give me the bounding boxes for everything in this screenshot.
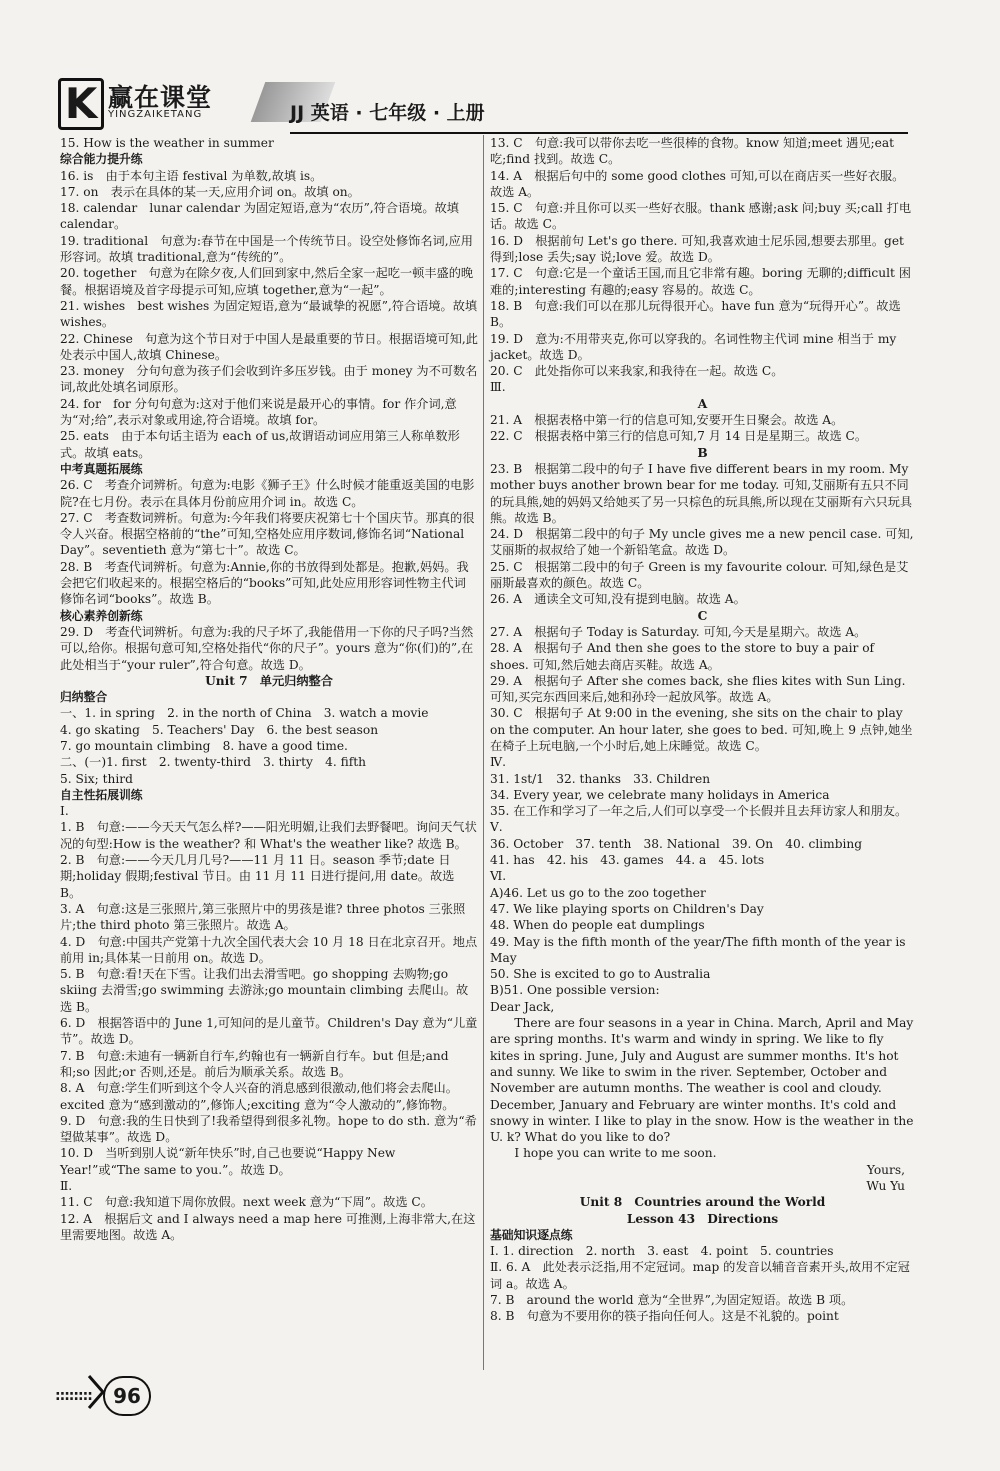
- answer-line: 4. D 句意:中国共产党第十九次全国代表大会 10 月 18 日在北京召开。地点前用 in;具体某一日前用 on。故选 D。: [60, 934, 478, 965]
- brand-name: 赢在课堂: [108, 83, 213, 112]
- answer-line: 41. has 42. his 43. games 44. a 45. lots: [490, 853, 765, 868]
- answer-line: 25. C 根据第二段中的句子 Green is my favourite colour. 可知,绿色是艾丽斯最喜欢的颜色。故选 C。: [490, 559, 909, 591]
- subsection-heading: A: [697, 396, 708, 411]
- section-heading: 核心素养创新练: [60, 608, 143, 623]
- answer-line: 14. A 根据后句中的 some good clothes 可知,可以在商店买一些好衣服。故选 A。: [490, 168, 905, 199]
- section-heading: 自主性拓展训练: [60, 787, 143, 802]
- answer-line: 22. Chinese 句意为这个节日对于中国人是最重要的节日。根据语境可知,此处表示中国人,故填 Chinese。: [60, 331, 478, 362]
- answer-line: 16. is 由于本句主语 festival 为单数,故填 is。: [60, 168, 323, 183]
- answer-line: 13. C 句意:我可以带你去吃一些很棒的食物。know 知道;meet 遇见;eat 吃;find 找到。故选 C。: [490, 136, 895, 167]
- answer-line: 24. for for 分句句意为:这对于他们来说是最开心的事情。for 作介词,意为“对;给”,表示对象或用途,符合语境。故填 for。: [60, 396, 457, 428]
- answer-line: 21. A 根据表格中第一行的信息可知,安要开生日聚会。故选 A。: [490, 413, 844, 428]
- answer-line: 48. When do people eat dumplings: [490, 918, 705, 933]
- answer-line: 31. 1st/1 32. thanks 33. Children: [490, 771, 711, 786]
- answer-line: Ⅳ.: [490, 755, 507, 770]
- answer-line: Ⅱ.: [60, 1179, 73, 1193]
- answer-line: 26. A 通读全文可知,没有提到电脑。故选 A。: [490, 592, 746, 607]
- answer-line: 36. October 37. tenth 38. National 39. On 40. climbing: [490, 836, 863, 851]
- answer-line: 26. C 考查介词辨析。句意为:电影《狮子王》什么时候才能重返美国的电影院?在七月份。表示在具体月份前应用介词 in。故选 C。: [60, 478, 475, 509]
- unit-heading: Unit 8 Countries around the World: [579, 1195, 826, 1210]
- answer-line: 27. A 根据句子 Today is Saturday. 可知,今天是星期六。故选 A。: [490, 624, 867, 639]
- letter-signature: Yours,: [866, 1162, 905, 1177]
- subsection-heading: Unit 7 单元归纳整合: [205, 673, 333, 688]
- answer-line: A)46. Let us go to the zoo together: [490, 885, 706, 900]
- answer-line: 18. B 句意:我们可以在那儿玩得很开心。have fun 意为“玩得开心”。故选 B。: [490, 298, 901, 330]
- subsection-heading: B: [697, 445, 708, 460]
- unit-heading: Lesson 43 Directions: [626, 1211, 779, 1226]
- letter-paragraph: There are four seasons in a year in China. March, April and May are spring months. It's warm and windy in spring. We like to fly kites in spring. June, July and August are summer months. It's hot and sunny. We like to swim in the river. September, October and November are autumn months. The weather is cool and cloudy. December, January and February are winter months. It's cold and snowy in winter. I like to play in the snow. How is the weather in the U. k? What do you like to do?: [490, 1016, 914, 1145]
- answer-line: 8. B 句意为不要用你的筷子指向任何人。这是不礼貌的。point: [490, 1309, 839, 1324]
- answer-line: 47. We like playing sports on Children's Day: [490, 901, 764, 916]
- answer-line: Ⅱ. 6. A 此处表示泛指,用不定冠词。map 的发音以辅音音素开头,故用不定冠词 a。故选 A。: [490, 1260, 910, 1291]
- page-number: 96: [103, 1376, 151, 1416]
- answer-line: 一、1. in spring 2. in the north of China 3. watch a movie: [60, 706, 429, 721]
- answer-line: 17. on 表示在具体的某一天,应用介词 on。故填 on。: [60, 184, 360, 199]
- letter-signature: Wu Yu: [866, 1179, 905, 1193]
- answer-line: 18. calendar lunar calendar 为固定短语,意为“农历”,符合语境。故填 calendar。: [60, 201, 459, 232]
- answer-line: 21. wishes best wishes 为固定短语,意为“最诚挚的祝愿”,符合语境。故填 wishes。: [60, 298, 478, 330]
- answer-line: 二、(一)1. first 2. twenty-third 3. thirty 4. fifth: [60, 755, 366, 770]
- answer-line: 4. go skating 5. Teachers' Day 6. the best season: [60, 722, 379, 737]
- answer-line: 30. C 根据句子 At 9:00 in the evening, she sits on the chair to play on the computer. An hour later, she goes to bed. 可知,晚上 9 点钟,她坐在椅子上玩电脑,一个小时后,她上床睡觉。故选 C。: [490, 706, 913, 753]
- letter-paragraph: I hope you can write to me soon.: [514, 1146, 717, 1161]
- right-column: [490, 135, 915, 1325]
- answer-line: 7. B around the world 意为“全世界”,为固定短语。故选 B 项。: [490, 1293, 854, 1308]
- answer-line: 28. B 考查代词辨析。句意为:Annie,你的书放得到处都是。抱歉,妈妈。我会把它们收起来的。根据空格后的“books”可知,此处应用形容词性物主代词修饰名词“books”。故选 B。: [60, 559, 469, 607]
- footer-dots: ::::::::: [55, 1388, 92, 1404]
- answer-line: 1. B 句意:——今天天气怎么样?——阳光明媚,让我们去野餐吧。询问天气状况的句型:How is the weather? 和 What's the weather like? 故选 B。: [60, 820, 477, 851]
- answer-line: 49. May is the fifth month of the year/The fifth month of the year is May: [490, 934, 906, 965]
- column-divider: [483, 135, 484, 1370]
- brand-logo-mark: K: [58, 78, 104, 130]
- section-heading: 综合能力提升练: [60, 152, 143, 167]
- answer-line: Ⅰ.: [60, 804, 69, 819]
- left-column: [60, 135, 478, 1243]
- answer-line: 29. D 考查代词辨析。句意为:我的尺子坏了,我能借用一下你的尺子吗?当然可以,给你。根据句意可知,空格处指代“你的尺子”。yours 意为“你(们)的”,在此处相当于“your ruler”,符合句意。故选 D。: [60, 624, 474, 672]
- answer-line: 23. money 分句句意为孩子们会收到许多压岁钱。由于 money 为不可数名词,故此处填名词原形。: [60, 364, 478, 395]
- answer-line: 6. D 根据答语中的 June 1,可知问的是儿童节。Children's Day 意为“儿童节”。故选 D。: [60, 1016, 478, 1047]
- answer-line: Ⅴ.: [490, 820, 503, 835]
- answer-line: Dear Jack,: [490, 999, 555, 1014]
- answer-line: 19. D 意为:不用带夹克,你可以穿我的。名词性物主代词 mine 相当于 my jacket。故选 D。: [490, 331, 897, 362]
- answer-line: Ⅵ.: [490, 869, 507, 884]
- answer-line: 8. A 句意:学生们听到这个令人兴奋的消息感到很激动,他们将会去爬山。excited 意为“感到激动的”,修饰人;exciting 意为“令人激动的”,修饰物。: [60, 1081, 458, 1112]
- answer-line: 16. D 根据前句 Let's go there. 可知,我喜欢迪士尼乐园,想要去那里。get 得到;lose 丢失;say 说;love 爱。故选 D。: [490, 233, 904, 265]
- answer-line: 19. traditional 句意为:春节在中国是一个传统节日。设空处修饰名词,应用形容词。故填 traditional,意为“传统的”。: [60, 233, 473, 265]
- brand-pinyin: YINGZAIKETANG: [108, 109, 203, 120]
- header-rule: [290, 132, 908, 134]
- answer-line: 24. D 根据第二段中的句子 My uncle gives me a new pencil case. 可知,艾丽斯的叔叔给了她一个新铅笔盒。故选 D。: [490, 527, 914, 558]
- answer-line: 20. C 此处指你可以来我家,和我待在一起。故选 C。: [490, 364, 784, 379]
- subsection-heading: C: [697, 608, 708, 623]
- answer-line: 2. B 句意:——今天几月几号?——11 月 11 日。season 季节;date 日期;holiday 假期;festival 节日。由 11 月 11 日进行提问,用 date。故选 B。: [60, 853, 455, 900]
- answer-line: 28. A 根据句子 And then she goes to the store to buy a pair of shoes. 可知,然后她去商店买鞋。故选 A。: [490, 641, 875, 672]
- answer-line: 27. C 考查数词辨析。句意为:今年我们将要庆祝第七十个国庆节。那真的很令人兴奋。根据空格前的“the”可知,空格处应用序数词,修饰名词“National Day”。seventieth 意为“第七十”。故选 C。: [60, 510, 475, 558]
- book-title: JJ 英语 · 七年级 · 上册: [290, 102, 485, 124]
- answer-line: 15. C 句意:并且你可以买一些好衣服。thank 感谢;ask 问;buy 买;call 打电话。故选 C。: [490, 201, 912, 232]
- answer-line: 50. She is excited to go to Australia: [490, 967, 711, 982]
- answer-line: Ⅰ. 1. direction 2. north 3. east 4. point 5. countries: [490, 1244, 834, 1259]
- answer-line: 34. Every year, we celebrate many holidays in America: [490, 787, 830, 802]
- answer-line: 11. C 句意:我知道下周你放假。next week 意为“下周”。故选 C。: [60, 1195, 433, 1210]
- answer-line: 5. B 句意:看!天在下雪。让我们出去滑雪吧。go shopping 去购物;go skiing 去滑雪;go swimming 去游泳;go mountain climbing 去爬山。故选 B。: [60, 967, 469, 1014]
- answer-line: 15. How is the weather in summer: [60, 136, 274, 150]
- section-heading: 基础知识逐点练: [490, 1227, 573, 1242]
- section-heading: 归纳整合: [60, 690, 108, 705]
- answer-line: 23. B 根据第二段中的句子 I have five different bears in my room. My mother buys another brown bear for me today. 可知,艾丽斯有五只不同的玩具熊,她的妈妈又给她买了另一只棕色的玩具熊,所以现在艾丽斯有六只玩具熊。故选 B。: [490, 461, 913, 525]
- answer-line: 9. D 句意:我的生日快到了!我希望得到很多礼物。hope to do sth. 意为“希望做某事”。故选 D。: [60, 1113, 477, 1145]
- answer-line: 7. go mountain climbing 8. have a good time.: [60, 738, 348, 753]
- answer-line: 29. A 根据句子 After she comes back, she flies kites with Sun Ling. 可知,买完东西回来后,她和孙玲一起放风筝。故选 A。: [490, 673, 906, 705]
- answer-line: 17. C 句意:它是一个童话王国,而且它非常有趣。boring 无聊的;difficult 困难的;interesting 有趣的;easy 容易的。故选 C。: [490, 266, 911, 297]
- answer-line: 20. together 句意为在除夕夜,人们回到家中,然后全家一起吃一顿丰盛的晚餐。根据语境及首字母提示可知,应填 together,意为“一起”。: [60, 266, 474, 297]
- section-heading: 中考真题拓展练: [60, 461, 143, 476]
- answer-line: 3. A 句意:这是三张照片,第三张照片中的男孩是谁? three photos 三张照片;the third photo 第三张照片。故选 A。: [60, 901, 466, 933]
- answer-line: 12. A 根据后文 and I always need a map here 可推测,上海非常大,在这里需要地图。故选 A。: [60, 1211, 476, 1242]
- answer-line: B)51. One possible version:: [490, 983, 660, 998]
- answer-line: 5. Six; third: [60, 771, 133, 786]
- answer-line: 25. eats 由于本句话主语为 each of us,故谓语动词应用第三人称单数形式。故填 eats。: [60, 429, 460, 460]
- answer-line: 7. B 句意:未迪有一辆新自行车,约翰也有一辆新自行车。but 但是;and 和;so 因此;or 否则,还是。前后为顺承关系。故选 B。: [60, 1048, 449, 1079]
- answer-line: Ⅲ.: [490, 380, 506, 395]
- answer-line: 35. 在工作和学习了一年之后,人们可以享受一个长假并且去拜访家人和朋友。: [490, 804, 908, 819]
- answer-line: 22. C 根据表格中第三行的信息可知,7 月 14 日是星期三。故选 C。: [490, 429, 868, 444]
- answer-line: 10. D 当听到别人说“新年快乐”时,自己也要说“Happy New Year!”或“The same to you.”。故选 D。: [60, 1146, 396, 1177]
